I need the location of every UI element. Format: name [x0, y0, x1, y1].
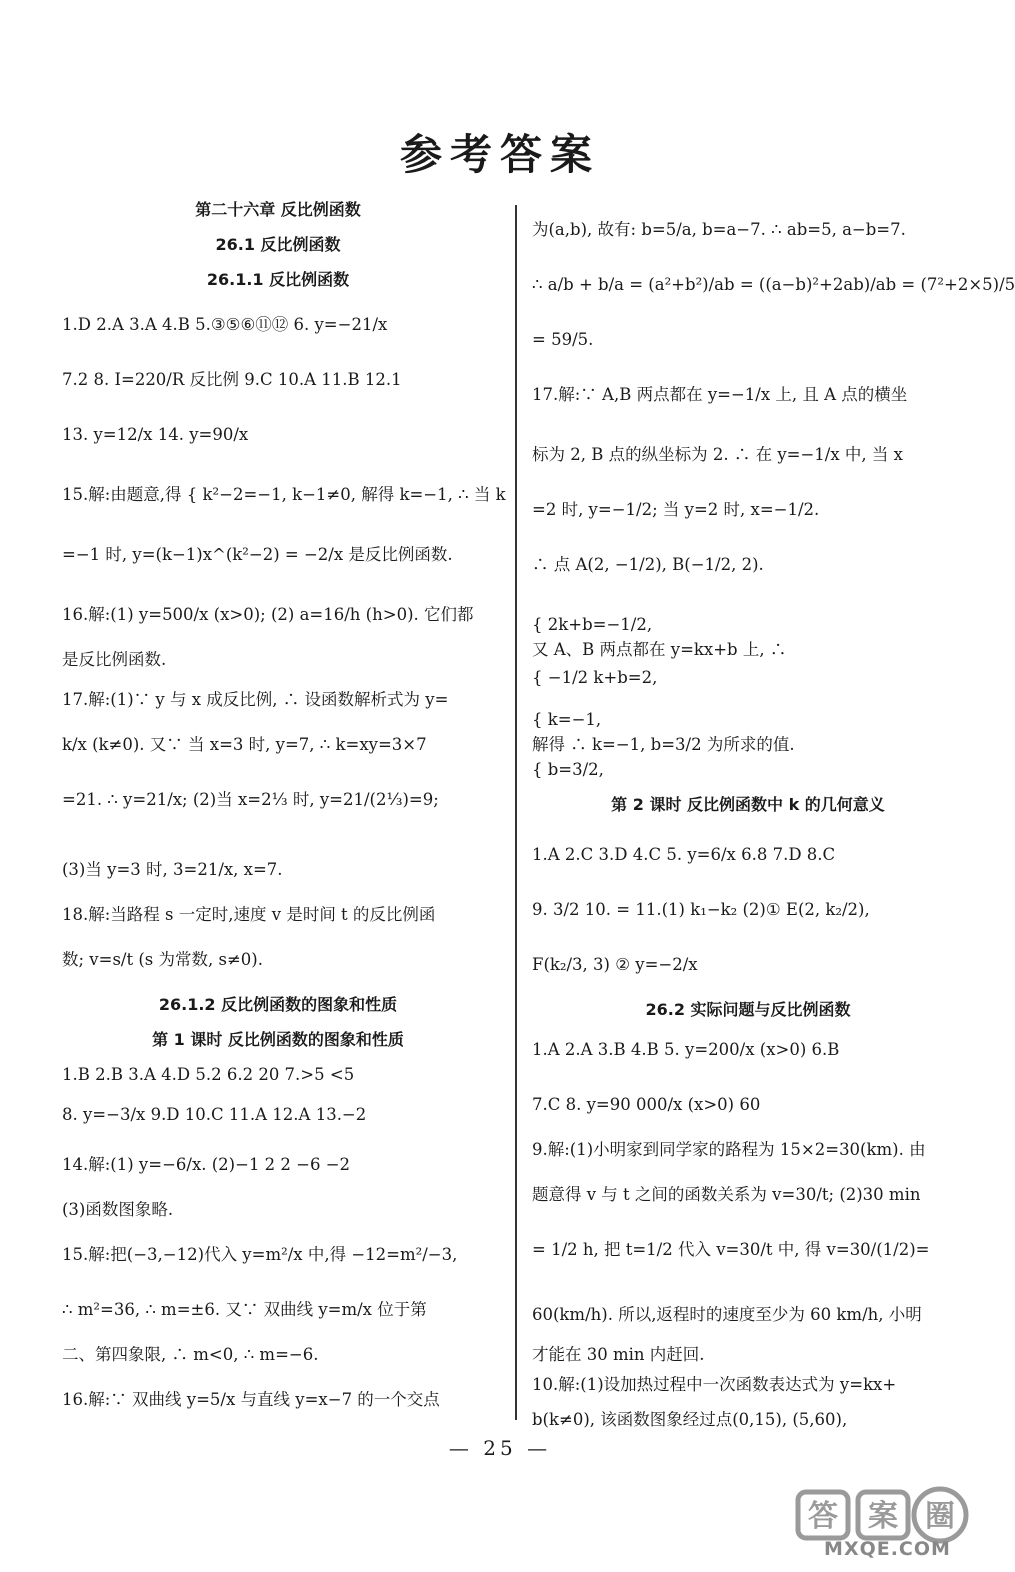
watermark-char: 答: [808, 1499, 838, 1534]
answer-line: 为(a,b), 故有: b=5/a, b=a−7. ∴ ab=5, a−b=7.: [532, 220, 906, 239]
page-number: — 25 —: [448, 1436, 552, 1460]
answer-line: 题意得 v 与 t 之间的函数关系为 v=30/t; (2)30 min: [532, 1185, 921, 1204]
section-heading: 第 1 课时 反比例函数的图象和性质: [152, 1030, 404, 1049]
answer-line: 数; v=s/t (s 为常数, s≠0).: [62, 950, 263, 969]
answer-line: { b=3/2,: [532, 760, 604, 779]
answer-line: 9. 3/2 10. = 11.(1) k₁−k₂ (2)① E(2, k₂/2),: [532, 900, 870, 919]
answer-line: 16.解:∵ 双曲线 y=5/x 与直线 y=x−7 的一个交点: [62, 1390, 440, 1409]
answer-line: 13. y=12/x 14. y=90/x: [62, 425, 249, 444]
watermark-char: 案: [868, 1499, 898, 1534]
answer-line: 又 A、B 两点都在 y=kx+b 上, ∴: [532, 640, 787, 659]
answer-line: ∴ m²=36, ∴ m=±6. 又∵ 双曲线 y=m/x 位于第: [62, 1300, 427, 1319]
section-heading: 第 2 课时 反比例函数中 k 的几何意义: [611, 795, 885, 814]
answer-line: 17.解:(1)∵ y 与 x 成反比例, ∴ 设函数解析式为 y=: [62, 690, 449, 709]
answer-line: b(k≠0), 该函数图象经过点(0,15), (5,60),: [532, 1410, 848, 1429]
answer-line: { k=−1,: [532, 710, 602, 729]
column-divider: [515, 205, 517, 1420]
answer-line: 10.解:(1)设加热过程中一次函数表达式为 y=kx+: [532, 1375, 897, 1394]
answer-line: { 2k+b=−1/2,: [532, 615, 653, 634]
answer-line: 9.解:(1)小明家到同学家的路程为 15×2=30(km). 由: [532, 1140, 926, 1159]
section-heading: 26.2 实际问题与反比例函数: [645, 1000, 851, 1019]
page-title: 参考答案: [399, 130, 600, 179]
answer-line: 1.A 2.C 3.D 4.C 5. y=6/x 6.8 7.D 8.C: [532, 845, 836, 864]
answer-line: 1.D 2.A 3.A 4.B 5.③⑤⑥⑪⑫ 6. y=−21/x: [62, 315, 388, 334]
answer-line: F(k₂/3, 3) ② y=−2/x: [532, 955, 698, 974]
watermark-char: 圈: [925, 1499, 955, 1534]
watermark-site-text: MXQE.COM: [824, 1538, 951, 1560]
answer-line: 18.解:当路程 s 一定时,速度 v 是时间 t 的反比例函: [62, 905, 436, 924]
answer-line: { −1/2 k+b=2,: [532, 668, 658, 687]
answer-line: 17.解:∵ A,B 两点都在 y=−1/x 上, 且 A 点的横坐: [532, 385, 908, 404]
section-heading: 第二十六章 反比例函数: [195, 200, 361, 219]
answer-line: 才能在 30 min 内赶回.: [532, 1345, 705, 1364]
answer-line: 7.C 8. y=90 000/x (x>0) 60: [532, 1095, 761, 1114]
answer-line: = 59/5.: [532, 330, 594, 349]
answer-line: (3)当 y=3 时, 3=21/x, x=7.: [62, 860, 283, 879]
answer-line: =2 时, y=−1/2; 当 y=2 时, x=−1/2.: [532, 500, 820, 519]
answer-line: 15.解:把(−3,−12)代入 y=m²/x 中,得 −12=m²/−3,: [62, 1245, 458, 1264]
answer-line: 1.A 2.A 3.B 4.B 5. y=200/x (x>0) 6.B: [532, 1040, 840, 1059]
answer-line: ∴ a/b + b/a = (a²+b²)/ab = ((a−b)²+2ab)/ab = (7²+2×5)/5: [532, 275, 1015, 294]
answer-line: 二、第四象限, ∴ m<0, ∴ m=−6.: [62, 1345, 319, 1364]
answer-line: 15.解:由题意,得 { k²−2=−1, k−1≠0, 解得 k=−1, ∴ 当 k: [62, 485, 506, 504]
answer-line: 8. y=−3/x 9.D 10.C 11.A 12.A 13.−2: [62, 1105, 367, 1124]
answer-line: = 1/2 h, 把 t=1/2 代入 v=30/t 中, 得 v=30/(1/2)=: [532, 1240, 930, 1259]
answer-line: 16.解:(1) y=500/x (x>0); (2) a=16/h (h>0). 它们都: [62, 605, 474, 624]
answer-line: =−1 时, y=(k−1)x^(k²−2) = −2/x 是反比例函数.: [62, 545, 453, 564]
section-heading: 26.1.1 反比例函数: [206, 270, 350, 289]
answer-line: 是反比例函数.: [62, 650, 167, 669]
answer-line: 解得 ∴ k=−1, b=3/2 为所求的值.: [532, 735, 795, 754]
section-heading: 26.1.2 反比例函数的图象和性质: [158, 995, 398, 1014]
answer-line: =21. ∴ y=21/x; (2)当 x=2⅓ 时, y=21/(2⅓)=9;: [62, 790, 439, 809]
answer-line: k/x (k≠0). 又∵ 当 x=3 时, y=7, ∴ k=xy=3×7: [62, 735, 427, 754]
answer-line: (3)函数图象略.: [62, 1200, 174, 1219]
answer-line: ∴ 点 A(2, −1/2), B(−1/2, 2).: [532, 555, 764, 574]
answer-line: 标为 2, B 点的纵坐标为 2. ∴ 在 y=−1/x 中, 当 x: [532, 445, 903, 464]
answer-line: 7.2 8. I=220/R 反比例 9.C 10.A 11.B 12.1: [62, 370, 402, 389]
section-heading: 26.1 反比例函数: [215, 235, 341, 254]
answer-line: 60(km/h). 所以,返程时的速度至少为 60 km/h, 小明: [532, 1305, 922, 1324]
answer-line: 1.B 2.B 3.A 4.D 5.2 6.2 20 7.>5 <5: [62, 1065, 355, 1084]
answer-line: 14.解:(1) y=−6/x. (2)−1 2 2 −6 −2: [62, 1155, 351, 1174]
